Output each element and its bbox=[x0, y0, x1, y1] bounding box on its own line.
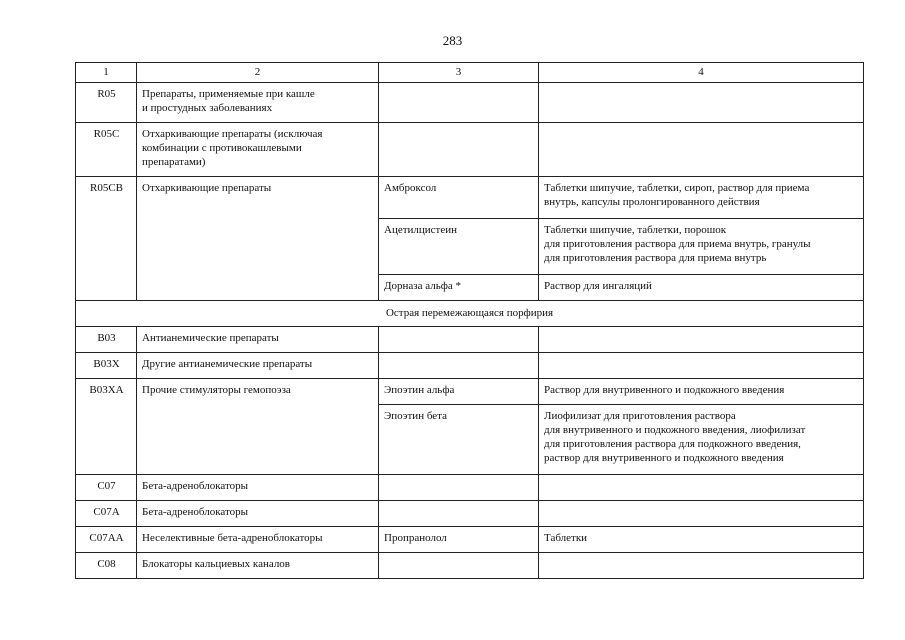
drug-name: Эпоэтин бета bbox=[379, 405, 539, 475]
section-title: Острая перемежающаяся порфирия bbox=[76, 301, 864, 327]
dosage-form: Таблетки bbox=[539, 527, 864, 553]
atc-code: B03 bbox=[76, 327, 137, 353]
group-name: Прочие стимуляторы гемопоэза bbox=[137, 379, 379, 475]
page-number: 283 bbox=[442, 33, 463, 48]
group-name: Препараты, применяемые при кашле и простудных заболеваниях bbox=[137, 83, 379, 123]
group-name: Блокаторы кальциевых каналов bbox=[137, 553, 379, 579]
dosage-form bbox=[539, 327, 864, 353]
drug-name bbox=[379, 353, 539, 379]
table-row bbox=[76, 123, 864, 177]
atc-code: C07AA bbox=[76, 527, 137, 553]
table-row bbox=[76, 379, 864, 405]
dosage-form: Таблетки шипучие, таблетки, порошок для приготовления раствора для приема внутрь, гранулы для приготовления раствора для приема внутрь bbox=[539, 219, 864, 275]
table-row bbox=[76, 177, 864, 219]
drug-name: Пропранолол bbox=[379, 527, 539, 553]
group-name: Отхаркивающие препараты (исключая комбинации с противокашлевыми препаратами) bbox=[137, 123, 379, 177]
drug-table bbox=[75, 62, 864, 579]
atc-code: C07A bbox=[76, 501, 137, 527]
section-row bbox=[76, 301, 864, 327]
atc-code: C07 bbox=[76, 475, 137, 501]
table-row bbox=[76, 553, 864, 579]
table-row bbox=[76, 501, 864, 527]
atc-code: B03XA bbox=[76, 379, 137, 475]
group-name: Антианемические препараты bbox=[137, 327, 379, 353]
drug-name bbox=[379, 475, 539, 501]
dosage-form bbox=[539, 475, 864, 501]
column-header: 2 bbox=[137, 63, 379, 83]
drug-name: Амброксол bbox=[379, 177, 539, 219]
dosage-form: Таблетки шипучие, таблетки, сироп, раствор для приема внутрь, капсулы пролонгированного действия bbox=[539, 177, 864, 219]
column-header: 1 bbox=[76, 63, 137, 83]
drug-name bbox=[379, 501, 539, 527]
column-header: 3 bbox=[379, 63, 539, 83]
atc-code: B03X bbox=[76, 353, 137, 379]
group-name: Бета-адреноблокаторы bbox=[137, 475, 379, 501]
table-row bbox=[76, 475, 864, 501]
atc-code: R05CB bbox=[76, 177, 137, 301]
atc-code: R05 bbox=[76, 83, 137, 123]
drug-name: Дорназа альфа * bbox=[379, 275, 539, 301]
dosage-form bbox=[539, 553, 864, 579]
dosage-form: Лиофилизат для приготовления раствора для внутривенного и подкожного введения, лиофилизат для приготовления раствора для подкожного введения, раствор для внутривенного и подкожного введения bbox=[539, 405, 864, 475]
dosage-form: Раствор для ингаляций bbox=[539, 275, 864, 301]
drug-name bbox=[379, 123, 539, 177]
table-row bbox=[76, 83, 864, 123]
drug-name bbox=[379, 553, 539, 579]
drug-name: Ацетилцистеин bbox=[379, 219, 539, 275]
group-name: Бета-адреноблокаторы bbox=[137, 501, 379, 527]
group-name: Отхаркивающие препараты bbox=[137, 177, 379, 301]
column-header: 4 bbox=[539, 63, 864, 83]
drug-name bbox=[379, 327, 539, 353]
atc-code: R05C bbox=[76, 123, 137, 177]
dosage-form: Раствор для внутривенного и подкожного введения bbox=[539, 379, 864, 405]
table-row bbox=[76, 327, 864, 353]
table-row bbox=[76, 353, 864, 379]
dosage-form bbox=[539, 83, 864, 123]
table-row bbox=[76, 527, 864, 553]
table-header-row bbox=[76, 63, 864, 83]
group-name: Неселективные бета-адреноблокаторы bbox=[137, 527, 379, 553]
group-name: Другие антианемические препараты bbox=[137, 353, 379, 379]
dosage-form bbox=[539, 123, 864, 177]
atc-code: C08 bbox=[76, 553, 137, 579]
drug-name: Эпоэтин альфа bbox=[379, 379, 539, 405]
drug-name bbox=[379, 83, 539, 123]
dosage-form bbox=[539, 353, 864, 379]
dosage-form bbox=[539, 501, 864, 527]
